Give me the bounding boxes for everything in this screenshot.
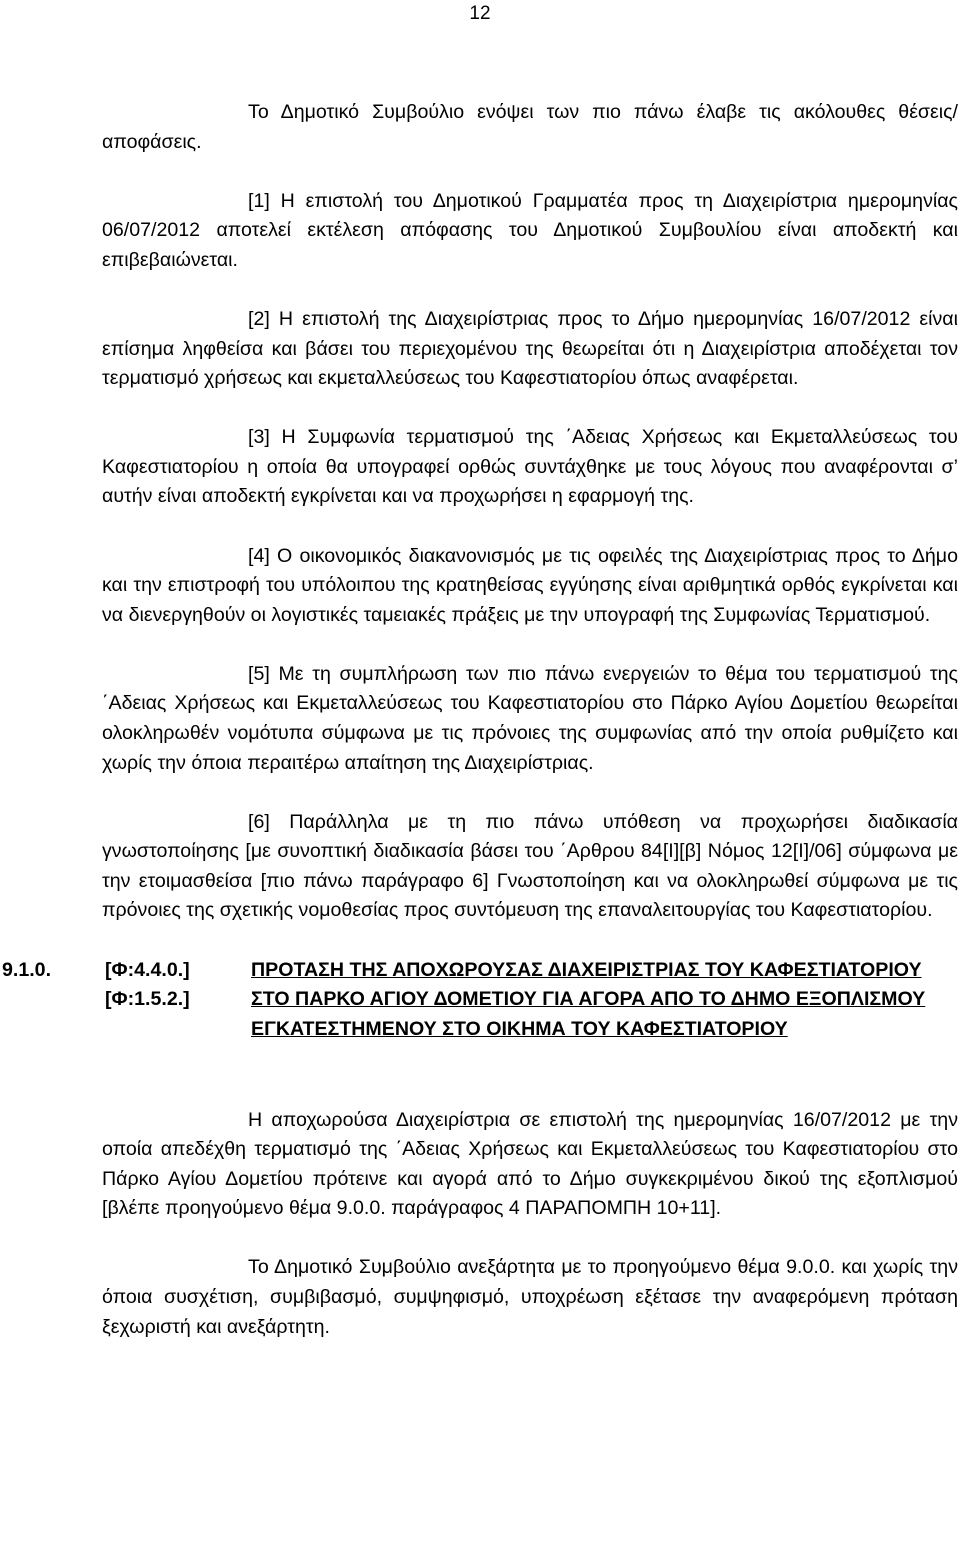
paragraph-council-position: Το Δημοτικό Συμβούλιο ανεξάρτητα με το προηγούμενο θέμα 9.0.0. και χωρίς την όποια συσχέτιση, συμβιβασμό, συμψηφισμό, υποχρέωση εξέτασε την αναφερόμενη πρόταση ξεχωριστή και ανεξάρτητη. <box>102 1256 958 1338</box>
document-body <box>2 98 958 1372</box>
agenda-item-heading <box>2 956 958 1076</box>
paragraph-decision-2: [2] Η επιστολή της Διαχειρίστριας προς το Δήμο ημερομηνίας 16/07/2012 είναι επίσημα ληφθείσα και βάσει του περιεχομένου της θεωρείται ότι η Διαχειρίστρια αποδέχεται τον τερματισμό χρήσεως και εκμεταλλεύσεως του Καφεστιατορίου όπως αναφέρεται. <box>102 307 958 390</box>
paragraph-decision-1: [1] Η επιστολή του Δημοτικού Γραμματέα προς τη Διαχειρίστρια ημερομηνίας 06/07/2012 αποτελεί εκτέλεση απόφασης του Δημοτικού Συμβουλίου είναι αποδεκτή και επιβεβαιώνεται. <box>102 189 958 271</box>
paragraph-decision-3: [3] Η Συμφωνία τερματισμού της ΄Αδειας Χρήσεως και Εκμεταλλεύσεως του Καφεστιατορίου η οποία θα υπογραφεί ορθώς συντάχθηκε με τους λόγους που αναφέρονται σ’ αυτήν είναι αποδεκτή εγκρίνεται και να προχωρήσει η εφαρμογή της. <box>102 426 958 508</box>
paragraph-decision-4: [4] Ο οικονομικός διακανονισμός με τις οφειλές της Διαχειρίστριας προς το Δήμο και την επιστροφή του υπόλοιπου της κρατηθείσας εγγύησης είναι αριθμητικά ορθός εγκρίνεται και να διενεργηθούν οι λογιστικές ταμειακές πράξεις με την υπογραφή της Συμφωνίας Τερματισμού. <box>102 544 958 626</box>
item-title: ΠΡΟΤΑΣΗ ΤΗΣ ΑΠΟΧΩΡΟΥΣΑΣ ΔΙΑΧΕΙΡΙΣΤΡΙΑΣ ΤΟΥ ΚΑΦΕΣΤΙΑΤΟΡΙΟΥ ΣΤΟ ΠΑΡΚΟ ΑΓΙΟΥ ΔΟΜΕΤΙΟΥ ΓΙΑ ΑΓΟΡΑ ΑΠΟ ΤΟ ΔΗΜΟ ΕΞΟΠΛΙΣΜΟΥ ΕΓΚΑΤΕΣΤΗΜΕΝΟΥ ΣΤΟ ΟΙΚΗΜΑ ΤΟΥ ΚΑΦΕΣΤΙΑΤΟΡΙΟΥ <box>251 958 926 1040</box>
paragraph-proposal: Η αποχωρούσα Διαχειρίστρια σε επιστολή της ημερομηνίας 16/07/2012 με την οποία απεδέχθη τερματισμό της ΄Αδειας Χρήσεως και Εκμεταλλεύσεως του Καφεστιατορίου στο Πάρκο Αγίου Δομετίου πρότεινε και αγορά από το Δήμο συγκεκριμένου δικού της εξοπλισμού [βλέπε προηγούμενο θέμα 9.0.0. παράγραφος 4 ΠΑΡΑΠΟΜΠΗ 10+11]. <box>102 1108 958 1220</box>
item-file-codes <box>105 956 190 1015</box>
item-number: 9.1.0. <box>2 958 52 981</box>
paragraph-intro: Το Δημοτικό Συμβούλιο ενόψει των πιο πάνω έλαβε τις ακόλουθες θέσεις/αποφάσεις. <box>102 101 958 153</box>
paragraph-decision-5: [5] Με τη συμπλήρωση των πιο πάνω ενεργειών το θέμα του τερματισμού της ΄Αδειας Χρήσεως και Εκμεταλλεύσεως του Καφεστιατορίου στο Πάρκο Αγίου Δομετίου θεωρείται ολοκληρωθέν νομότυπα σύμφωνα με τις πρόνοιες της συμφωνίας από την οποία ρυθμίζετο και χωρίς την όποια περαιτέρω απαίτηση της Διαχειρίστριας. <box>102 662 958 774</box>
item-file-code: [Φ:1.5.2.] <box>105 988 190 1011</box>
item-file-code: [Φ:4.4.0.] <box>105 958 190 981</box>
page-number: 12 <box>469 3 491 24</box>
paragraph-decision-6: [6] Παράλληλα με τη πιο πάνω υπόθεση να προχωρήσει διαδικασία γνωστοποίησης [με συνοπτική διαδικασία βάσει του ΄Αρθρου 84[Ι][β] Νόμος 12[Ι]/06] σύμφωνα με την ετοιμασθείσα [πιο πάνω παράγραφο 6] Γνωστοποίηση και να ολοκληρωθεί σύμφωνα με τις πρόνοιες της σχετικής νομοθεσίας προς συντόμευση της επαναλειτουργίας του Καφεστιατορίου. <box>102 810 958 922</box>
